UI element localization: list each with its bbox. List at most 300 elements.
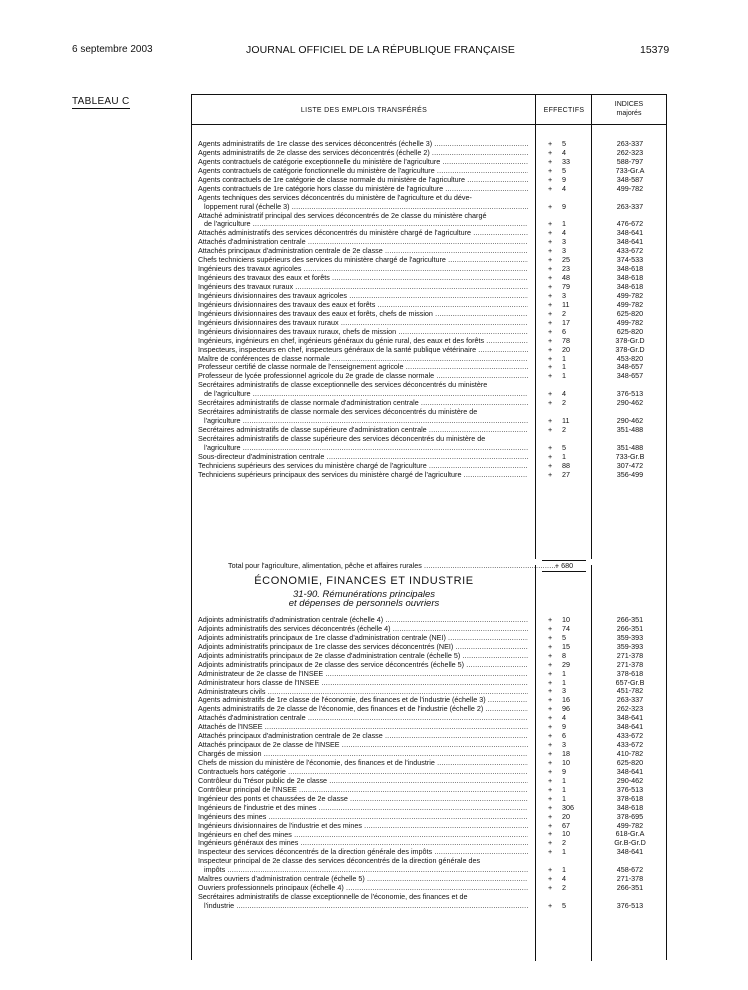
table-row	[192, 363, 666, 372]
row-sign: +	[548, 353, 553, 363]
row-label: Administrateurs civils .....	[198, 688, 528, 697]
row-sign: +	[548, 847, 553, 857]
row-indice: 271-378	[616, 874, 644, 884]
table-row	[192, 795, 666, 804]
row-sign: +	[548, 174, 553, 184]
row-count: 1	[562, 865, 566, 875]
row-sign: +	[548, 820, 553, 830]
table-row	[192, 247, 666, 256]
row-effectif	[548, 363, 584, 372]
row-count: 2	[562, 308, 566, 318]
row-count: 6	[562, 326, 566, 336]
row-sign: +	[548, 273, 553, 283]
row-count: 6	[562, 731, 566, 741]
row-effectif	[548, 301, 584, 310]
table-row	[192, 741, 666, 750]
row-sign: +	[548, 183, 553, 193]
row-label: Secrétaires administratifs de classe supérieure d'administration centrale .....	[198, 426, 528, 435]
row-sign: +	[548, 901, 553, 911]
row-label: Agents administratifs de 1re classe des services déconcentrés (échelle 3) .....	[198, 140, 528, 149]
row-effectif	[548, 768, 584, 777]
row-count: 1	[562, 362, 566, 372]
column-header-effectifs: EFFECTIFS	[543, 107, 585, 114]
row-effectif	[548, 372, 584, 381]
row-label: Professeur certifié de classe normale de l'enseignement agricole .....	[198, 363, 528, 372]
row-label: Chargés de mission .....	[198, 750, 528, 759]
table-label: TABLEAU C	[72, 96, 130, 107]
row-effectif	[548, 203, 584, 212]
row-label: Secrétaires administratifs de classe supérieure des services déconcentrés du ministère de l'agriculture .....	[198, 435, 528, 453]
row-indice: 266-351	[616, 614, 644, 624]
row-effectif	[548, 140, 584, 149]
row-count: 74	[562, 623, 570, 633]
row-indice: 263-337	[616, 201, 644, 211]
table-row	[192, 714, 666, 723]
table-row	[192, 768, 666, 777]
row-sign: +	[548, 282, 553, 292]
row-sign: +	[548, 299, 553, 309]
row-effectif	[548, 723, 584, 732]
table-row	[192, 381, 666, 399]
row-label: Ingénieurs, ingénieurs en chef, ingénieurs généraux du génie rural, des eaux et des forêts .....	[198, 337, 528, 346]
row-label: Agents contractuels de catégorie exceptionnelle du ministère de l'agriculture .....	[198, 158, 528, 167]
row-count: 10	[562, 614, 570, 624]
row-indice: 476-672	[616, 219, 644, 229]
row-count: 9	[562, 722, 566, 732]
row-effectif	[548, 625, 584, 634]
row-sign: +	[548, 255, 553, 265]
rows-agriculture	[192, 140, 666, 480]
table-row	[192, 453, 666, 462]
row-label: Attachés administratifs des services déconcentrés du ministère chargé de l'agriculture .....	[198, 229, 528, 238]
row-label: Agents contractuels de 1re catégorie hors classe du ministère de l'agriculture .....	[198, 185, 528, 194]
row-sign: +	[548, 290, 553, 300]
row-effectif	[548, 670, 584, 679]
row-effectif	[548, 390, 584, 399]
row-indice: 625-820	[616, 757, 644, 767]
table-row	[192, 265, 666, 274]
row-indice: 453-820	[616, 353, 644, 363]
row-sign: +	[548, 659, 553, 669]
row-sign: +	[548, 362, 553, 372]
row-count: 9	[562, 174, 566, 184]
row-sign: +	[548, 451, 553, 461]
row-sign: +	[548, 623, 553, 633]
row-count: 5	[562, 138, 566, 148]
row-sign: +	[548, 811, 553, 821]
row-sign: +	[548, 883, 553, 893]
row-count: 1	[562, 451, 566, 461]
row-indice: 348-641	[616, 722, 644, 732]
table-row	[192, 804, 666, 813]
row-label: Inspecteur principal de 2e classe des services déconcentrés de la direction générale des impôts .....	[198, 857, 528, 875]
row-sign: +	[548, 677, 553, 687]
row-indice: 348-641	[616, 847, 644, 857]
table-row	[192, 696, 666, 705]
row-label: Attachés principaux d'administration centrale de 2e classe .....	[198, 732, 528, 741]
row-count: 306	[562, 802, 574, 812]
row-label: Ingénieurs divisionnaires des travaux agricoles .....	[198, 292, 528, 301]
table-row	[192, 884, 666, 893]
table-row	[192, 256, 666, 265]
row-label: Ingénieurs généraux des mines .....	[198, 839, 528, 848]
row-indice: 348-641	[616, 237, 644, 247]
row-count: 1	[562, 677, 566, 687]
table-row	[192, 643, 666, 652]
row-sign: +	[548, 201, 553, 211]
table-row	[192, 149, 666, 158]
row-indice: 433-672	[616, 246, 644, 256]
table-row	[192, 625, 666, 634]
row-label: Ingénieurs divisionnaires de l'industrie et des mines .....	[198, 822, 528, 831]
row-label: Attachés principaux de 2e classe de l'INSEE .....	[198, 741, 528, 750]
table-row	[192, 670, 666, 679]
row-indice: 271-378	[616, 650, 644, 660]
row-sign: +	[548, 219, 553, 229]
row-indice: 348-641	[616, 228, 644, 238]
row-label: Techniciens supérieurs principaux des services du ministère chargé de l'agriculture .....	[198, 471, 528, 480]
row-count: 5	[562, 165, 566, 175]
table-row	[192, 822, 666, 831]
row-count: 1	[562, 775, 566, 785]
table-row	[192, 679, 666, 688]
row-count: 20	[562, 344, 570, 354]
table-row	[192, 759, 666, 768]
row-effectif	[548, 875, 584, 884]
row-count: 4	[562, 147, 566, 157]
row-count: 1	[562, 219, 566, 229]
table-row	[192, 310, 666, 319]
row-sign: +	[548, 802, 553, 812]
page-date: 6 septembre 2003	[72, 44, 153, 55]
row-effectif	[548, 167, 584, 176]
row-sign: +	[548, 740, 553, 750]
row-label: Contrôleur du Trésor public de 2e classe .....	[198, 777, 528, 786]
row-indice: 625-820	[616, 326, 644, 336]
row-count: 17	[562, 317, 570, 327]
row-label: Agents administratifs de 1re classe de l'économie, des finances et de l'industrie (échelle 3) .....	[198, 696, 528, 705]
row-indice: 433-672	[616, 740, 644, 750]
row-sign: +	[548, 165, 553, 175]
table-row	[192, 346, 666, 355]
row-label: Attaché administratif principal des services déconcentrés de 2e classe du ministère chargé de l'agriculture .....	[198, 212, 528, 230]
row-effectif	[548, 355, 584, 364]
total-label: Total pour l'agriculture, alimentation, pêche et affaires rurales .....	[228, 557, 558, 575]
row-label: Ingénieurs divisionnaires des travaux ruraux .....	[198, 319, 528, 328]
table-c	[191, 94, 667, 960]
row-label: Chefs de mission du ministère de l'économie, des finances et de l'industrie .....	[198, 759, 528, 768]
table-row	[192, 167, 666, 176]
row-label: Inspecteur des services déconcentrés de la direction générale des impôts .....	[198, 848, 528, 857]
row-sign: +	[548, 425, 553, 435]
row-label: Adjoints administratifs principaux de 2e classe d'administration centrale (échelle 5) .....	[198, 652, 528, 661]
row-count: 16	[562, 695, 570, 705]
row-sign: +	[548, 686, 553, 696]
row-effectif	[548, 185, 584, 194]
section-title: ÉCONOMIE, FINANCES ET INDUSTRIE	[254, 575, 474, 587]
row-count: 9	[562, 201, 566, 211]
row-count: 79	[562, 282, 570, 292]
row-effectif	[548, 238, 584, 247]
row-effectif	[548, 319, 584, 328]
row-sign: +	[548, 749, 553, 759]
row-label: Agents contractuels de catégorie fonctionnelle du ministère de l'agriculture .....	[198, 167, 528, 176]
row-count: 1	[562, 784, 566, 794]
row-label: Agents contractuels de 1re catégorie de classe normale du ministère de l'agriculture .....	[198, 176, 528, 185]
table-row	[192, 355, 666, 364]
row-count: 25	[562, 255, 570, 265]
table-row	[192, 893, 666, 911]
row-indice: 348-618	[616, 264, 644, 274]
table-row	[192, 328, 666, 337]
row-indice: 499-782	[616, 183, 644, 193]
row-label: Agents administratifs de 2e classe des services déconcentrés (échelle 2) .....	[198, 149, 528, 158]
row-indice: 348-618	[616, 802, 644, 812]
row-label: Ingénieurs des travaux ruraux .....	[198, 283, 528, 292]
table-row	[192, 723, 666, 732]
page-number: 15379	[640, 44, 670, 56]
row-label: Techniciens supérieurs des services du ministère chargé de l'agriculture .....	[198, 462, 528, 471]
row-label: Administrateur hors classe de l'INSEE .....	[198, 679, 528, 688]
row-count: 2	[562, 838, 566, 848]
table-row	[192, 194, 666, 212]
row-indice: 351-488	[616, 442, 644, 452]
row-sign: +	[548, 865, 553, 875]
row-count: 15	[562, 641, 570, 651]
row-label: Adjoints administratifs principaux de 2e classe des service déconcentrés (échelle 5) .....	[198, 661, 528, 670]
table-row	[192, 471, 666, 480]
row-count: 4	[562, 874, 566, 884]
row-label: Sous-directeur d'administration centrale .....	[198, 453, 528, 462]
row-sign: +	[548, 317, 553, 327]
row-sign: +	[548, 838, 553, 848]
row-indice: 348-618	[616, 273, 644, 283]
table-row	[192, 652, 666, 661]
row-sign: +	[548, 757, 553, 767]
table-row	[192, 705, 666, 714]
table-row	[192, 634, 666, 643]
row-count: 1	[562, 371, 566, 381]
table-row	[192, 408, 666, 426]
row-indice: 348-641	[616, 766, 644, 776]
row-label: Ingénieurs des travaux agricoles .....	[198, 265, 528, 274]
table-row	[192, 435, 666, 453]
column-header-indices-line1: INDICES	[614, 101, 644, 108]
row-sign: +	[548, 460, 553, 470]
row-sign: +	[548, 704, 553, 714]
row-label: Ingénieurs divisionnaires des travaux ruraux, chefs de mission .....	[198, 328, 528, 337]
row-sign: +	[548, 237, 553, 247]
row-indice: 433-672	[616, 731, 644, 741]
row-indice: 263-337	[616, 138, 644, 148]
row-sign: +	[548, 784, 553, 794]
row-sign: +	[548, 389, 553, 399]
row-indice: Gr.B-Gr.D	[614, 838, 646, 848]
row-indice: 376-513	[616, 389, 644, 399]
section-subtitle-2: et dépenses de personnels ouvriers	[288, 598, 440, 609]
table-row	[192, 292, 666, 301]
row-count: 3	[562, 740, 566, 750]
row-count: 1	[562, 793, 566, 803]
row-count: 5	[562, 901, 566, 911]
row-count: 11	[562, 416, 570, 426]
row-indice: 499-782	[616, 290, 644, 300]
row-effectif	[548, 902, 584, 911]
table-row	[192, 229, 666, 238]
row-effectif	[548, 732, 584, 741]
row-label: Secrétaires administratifs de classe exceptionnelle des services déconcentrés du ministère de l'agriculture .....	[198, 381, 528, 399]
row-sign: +	[548, 695, 553, 705]
table-row	[192, 661, 666, 670]
row-sign: +	[548, 668, 553, 678]
row-indice: 348-657	[616, 371, 644, 381]
row-label: Agents administratifs de 2e classe de l'économie, des finances et de l'industrie (échelle 2) .....	[198, 705, 528, 714]
row-count: 3	[562, 290, 566, 300]
row-count: 3	[562, 237, 566, 247]
row-indice: 351-488	[616, 425, 644, 435]
row-indice: 262-323	[616, 704, 644, 714]
row-effectif	[548, 283, 584, 292]
row-indice: 499-782	[616, 820, 644, 830]
row-indice: 263-337	[616, 695, 644, 705]
row-indice: 499-782	[616, 317, 644, 327]
table-row	[192, 857, 666, 875]
row-count: 4	[562, 228, 566, 238]
row-label: Attachés d'administration centrale .....	[198, 714, 528, 723]
row-label: Adjoints administratifs principaux de 1re classe des services déconcentrés (NEI) .....	[198, 643, 528, 652]
row-effectif	[548, 158, 584, 167]
row-count: 4	[562, 183, 566, 193]
table-row	[192, 283, 666, 292]
row-count: 10	[562, 829, 570, 839]
row-count: 11	[562, 299, 570, 309]
row-label: Secrétaires administratifs de classe exceptionnelle de l'économie, des finances et de l'industrie .....	[198, 893, 528, 911]
row-effectif	[548, 786, 584, 795]
row-effectif	[548, 426, 584, 435]
row-effectif	[548, 830, 584, 839]
row-count: 96	[562, 704, 570, 714]
row-count: 29	[562, 659, 570, 669]
row-indice: 359-393	[616, 641, 644, 651]
row-effectif	[548, 399, 584, 408]
row-count: 4	[562, 389, 566, 399]
table-row	[192, 462, 666, 471]
row-effectif	[548, 346, 584, 355]
column-header-indices-line2: majorés	[616, 110, 642, 117]
row-label: Maîtres ouvriers d'administration centrale (échelle 5) .....	[198, 875, 528, 884]
row-effectif	[548, 884, 584, 893]
row-indice: 625-820	[616, 308, 644, 318]
row-indice: 657-Gr.B	[615, 677, 645, 687]
table-row	[192, 140, 666, 149]
row-count: 1	[562, 353, 566, 363]
row-sign: +	[548, 442, 553, 452]
table-row	[192, 875, 666, 884]
row-sign: +	[548, 722, 553, 732]
row-label: Secrétaires administratifs de classe normale des services déconcentrés du ministère de l'agriculture .....	[198, 408, 528, 426]
row-count: 3	[562, 686, 566, 696]
row-count: 1	[562, 847, 566, 857]
row-count: 4	[562, 713, 566, 723]
row-sign: +	[548, 344, 553, 354]
row-effectif	[548, 777, 584, 786]
row-sign: +	[548, 469, 553, 479]
row-label: Administrateur de 2e classe de l'INSEE .....	[198, 670, 528, 679]
table-row	[192, 399, 666, 408]
journal-title: JOURNAL OFFICIEL DE LA RÉPUBLIQUE FRANÇAISE	[246, 44, 515, 56]
row-count: 8	[562, 650, 566, 660]
row-indice: 307-472	[616, 460, 644, 470]
row-label: Adjoints administratifs principaux de 1re classe d'administration centrale (NEI) .....	[198, 634, 528, 643]
row-sign: +	[548, 731, 553, 741]
row-label: Adjoints administratifs d'administration centrale (échelle 4) .....	[198, 616, 528, 625]
row-sign: +	[548, 829, 553, 839]
row-count: 18	[562, 749, 570, 759]
row-indice: 618-Gr.A	[615, 829, 645, 839]
row-effectif	[548, 661, 584, 670]
row-sign: +	[548, 147, 553, 157]
row-indice: 271-378	[616, 659, 644, 669]
row-indice: 348-657	[616, 362, 644, 372]
row-indice: 290-462	[616, 416, 644, 426]
table-row	[192, 831, 666, 840]
table-row	[192, 786, 666, 795]
row-effectif	[548, 176, 584, 185]
row-label: Ingénieur des ponts et chaussées de 2e classe .....	[198, 795, 528, 804]
row-effectif	[548, 839, 584, 848]
row-count: 5	[562, 442, 566, 452]
row-indice: 348-641	[616, 713, 644, 723]
table-row	[192, 732, 666, 741]
row-label: Inspecteurs, inspecteurs en chef, inspecteurs généraux de la santé publique vétérinaire .....	[198, 346, 528, 355]
row-indice: 376-513	[616, 784, 644, 794]
table-row	[192, 688, 666, 697]
row-sign: +	[548, 650, 553, 660]
row-effectif	[548, 220, 584, 229]
row-indice: 378-Gr.D	[615, 344, 645, 354]
table-row	[192, 212, 666, 230]
row-indice: 359-393	[616, 632, 644, 642]
row-sign: +	[548, 156, 553, 166]
row-effectif	[548, 714, 584, 723]
row-sign: +	[548, 614, 553, 624]
row-effectif	[548, 848, 584, 857]
row-count: 78	[562, 335, 570, 345]
row-indice: 499-782	[616, 299, 644, 309]
row-effectif	[548, 444, 584, 453]
row-effectif	[548, 679, 584, 688]
row-indice: 378-618	[616, 793, 644, 803]
row-effectif	[548, 866, 584, 875]
row-effectif	[548, 759, 584, 768]
row-sign: +	[548, 264, 553, 274]
row-label: Attachés de l'INSEE .....	[198, 723, 528, 732]
row-effectif	[548, 471, 584, 480]
row-effectif	[548, 229, 584, 238]
row-count: 2	[562, 425, 566, 435]
column-header-row	[192, 95, 666, 125]
row-sign: +	[548, 713, 553, 723]
table-row	[192, 301, 666, 310]
row-label: Ingénieurs divisionnaires des travaux des eaux et forêts, chefs de mission .....	[198, 310, 528, 319]
row-label: Chefs techniciens supérieurs des services du ministère chargé de l'agriculture .....	[198, 256, 528, 265]
row-sign: +	[548, 416, 553, 426]
row-sign: +	[548, 246, 553, 256]
row-sign: +	[548, 775, 553, 785]
row-sign: +	[548, 766, 553, 776]
row-indice: 410-782	[616, 749, 644, 759]
row-indice: 376-513	[616, 901, 644, 911]
